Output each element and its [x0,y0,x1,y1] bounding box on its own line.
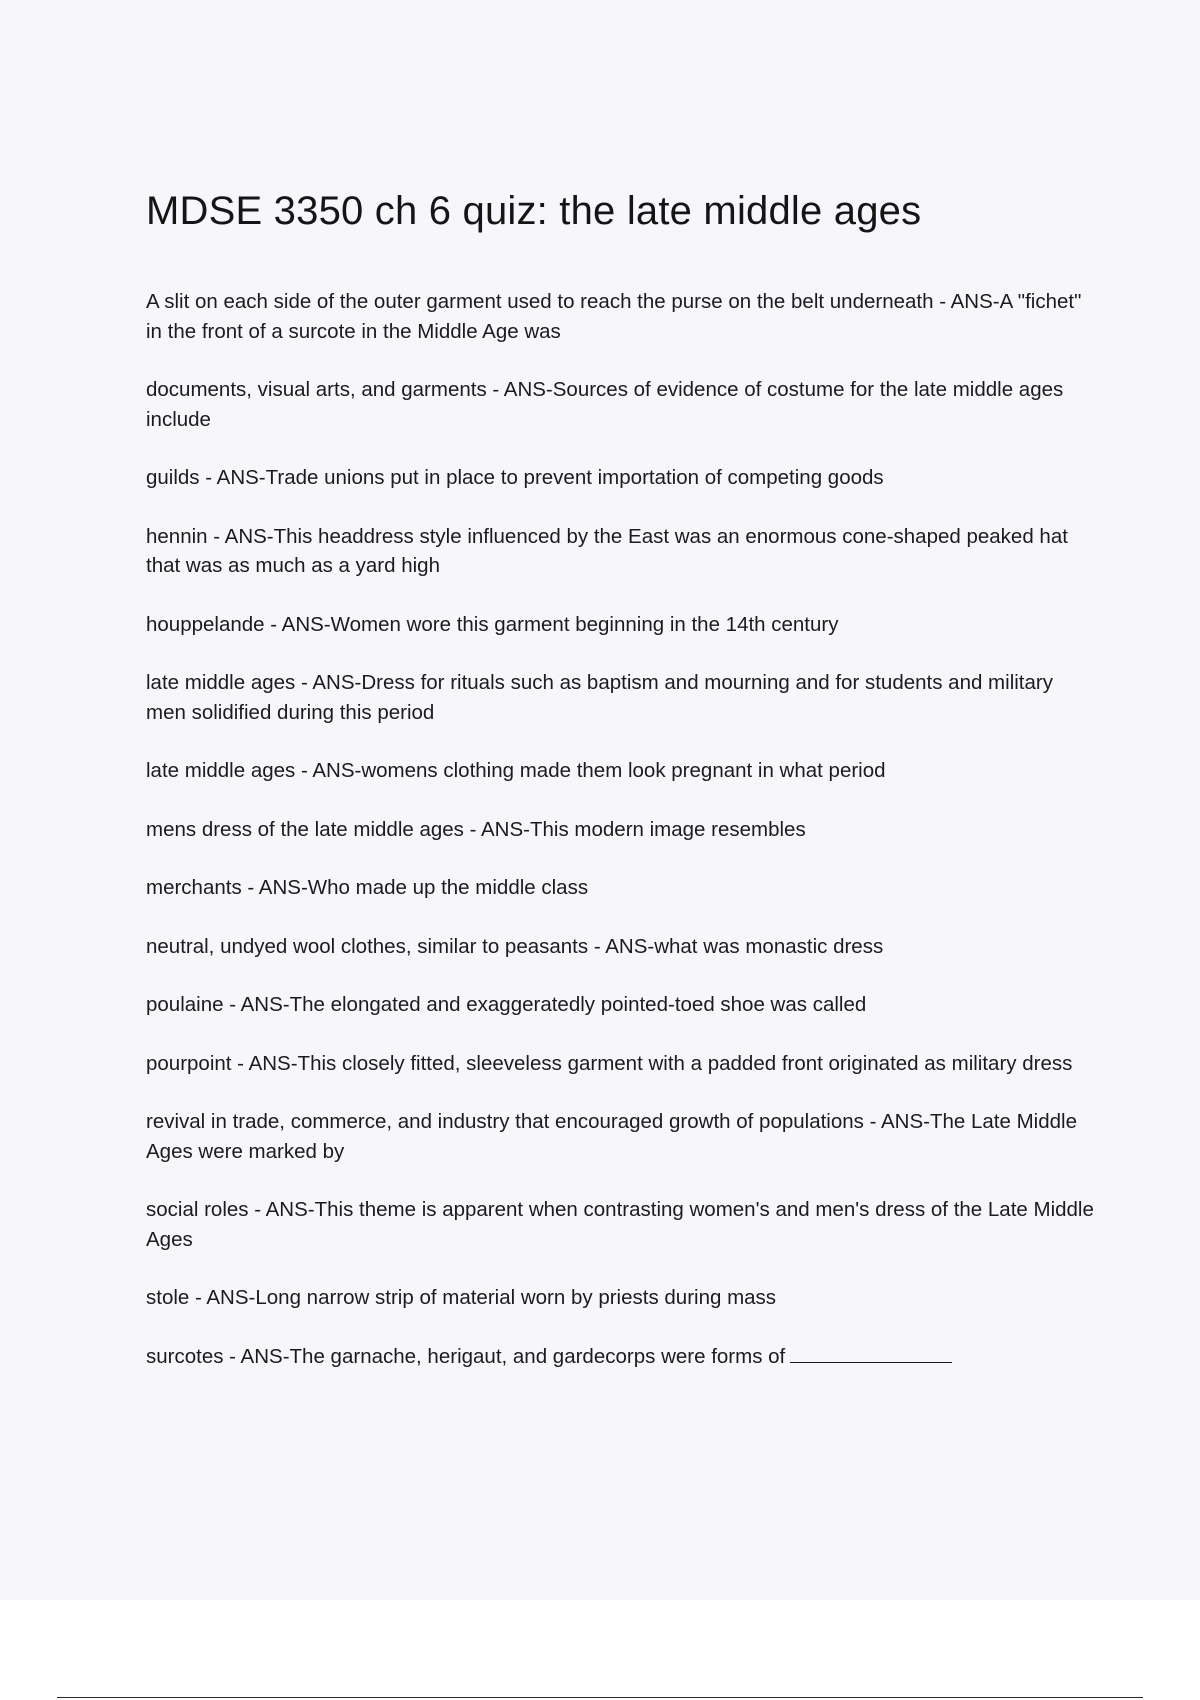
entry-12: pourpoint - ANS-This closely fitted, sleeveless garment with a padded front originated as military dress [146,1051,1073,1075]
entry-4: hennin - ANS-This headdress style influenced by the East was an enormous cone-shaped peaked hat that was as much as a yard high [146,524,1068,577]
entry-5: houppelande - ANS-Women wore this garment beginning in the 14th century [146,612,839,636]
document-content [146,185,1096,1400]
entry-10: neutral, undyed wool clothes, similar to peasants - ANS-what was monastic dress [146,934,884,958]
footer-rule [57,1697,1143,1698]
entry-8: mens dress of the late middle ages - ANS-This modern image resembles [146,817,806,841]
entry-7: late middle ages - ANS-womens clothing made them look pregnant in what period [146,759,886,782]
entry-2: documents, visual arts, and garments - ANS-Sources of evidence of costume for the late middle ages include [146,378,1064,431]
entry-6: late middle ages - ANS-Dress for rituals such as baptism and mourning and for students and military men solidified during this period [146,671,1053,724]
entry-13: revival in trade, commerce, and industry that encouraged growth of populations - ANS-The Late Middle Ages were marked by [146,1110,1077,1163]
entry-16-text: surcotes - ANS-The garnache, herigaut, and gardecorps were forms of [146,1344,786,1368]
entry-11: poulaine - ANS-The elongated and exaggeratedly pointed-toed shoe was called [146,993,867,1016]
entry-16 [146,1342,1096,1372]
entry-14: social roles - ANS-This theme is apparent when contrasting women's and men's dress of the Late Middle Ages [146,1198,1094,1251]
entry-3: guilds - ANS-Trade unions put in place to prevent importation of competing goods [146,466,884,489]
entry-9: merchants - ANS-Who made up the middle class [146,876,589,899]
page-title: MDSE 3350 ch 6 quiz: the late middle ages [146,189,922,233]
entry-15: stole - ANS-Long narrow strip of material worn by priests during mass [146,1286,777,1309]
answer-blank [790,1342,952,1363]
entry-1: A slit on each side of the outer garment used to reach the purse on the belt underneath - ANS-A "fichet" in the front of a surcote in the Middle Age was [146,290,1082,343]
